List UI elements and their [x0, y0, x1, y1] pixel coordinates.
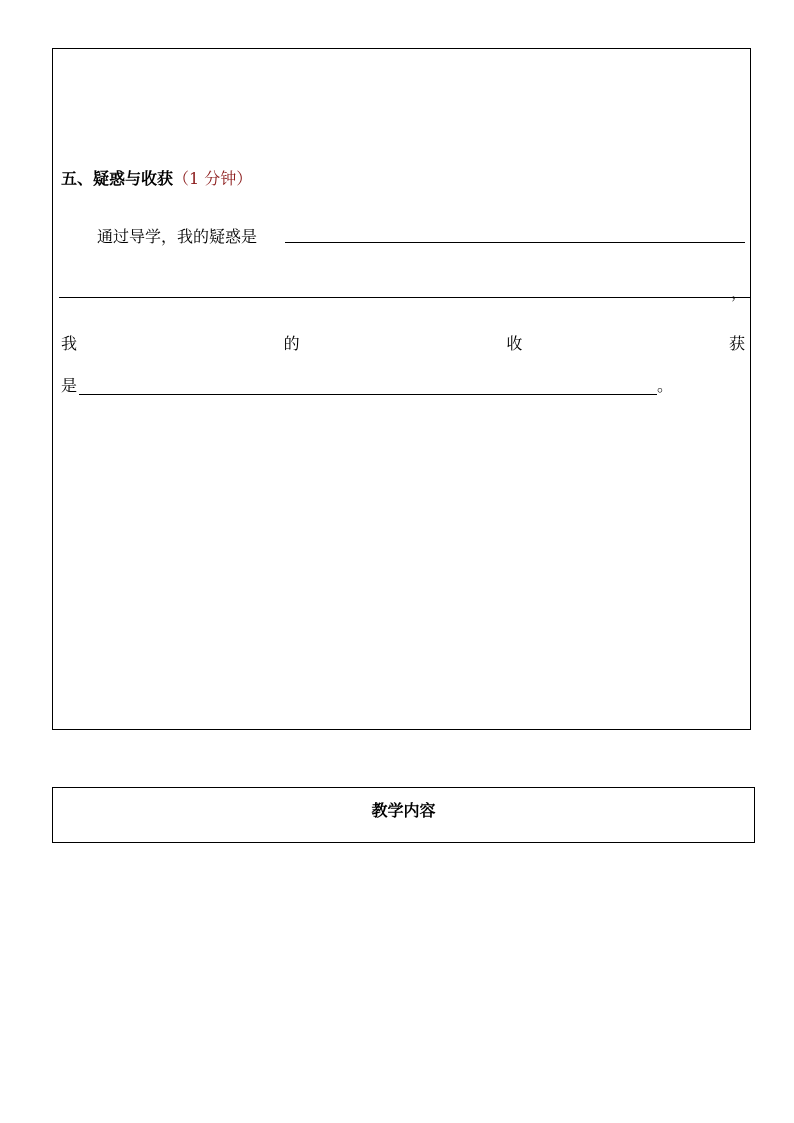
doubt-answer-line-2[interactable]	[59, 297, 750, 298]
doubt-comma: ，	[731, 283, 748, 302]
gain-lead: 是	[61, 376, 78, 395]
content-box	[52, 787, 755, 843]
gain-char-4: 获	[728, 334, 745, 353]
gain-answer-line[interactable]	[79, 394, 657, 395]
content-box-title: 教学内容	[371, 801, 436, 820]
gain-char-2: 的	[283, 334, 300, 353]
section-time: （1 分钟）	[173, 169, 253, 188]
doubt-answer-line-1[interactable]	[285, 242, 745, 243]
gain-char-3: 收	[506, 334, 523, 353]
section-heading	[61, 168, 252, 190]
gain-lead-spread	[61, 333, 745, 355]
gain-char-1: 我	[61, 334, 78, 353]
doubt-lead: 通过导学，我的疑惑是	[97, 227, 258, 246]
guide-box	[52, 48, 751, 730]
section-title: 五、疑惑与收获	[61, 169, 174, 188]
gain-end: 。	[657, 376, 674, 395]
